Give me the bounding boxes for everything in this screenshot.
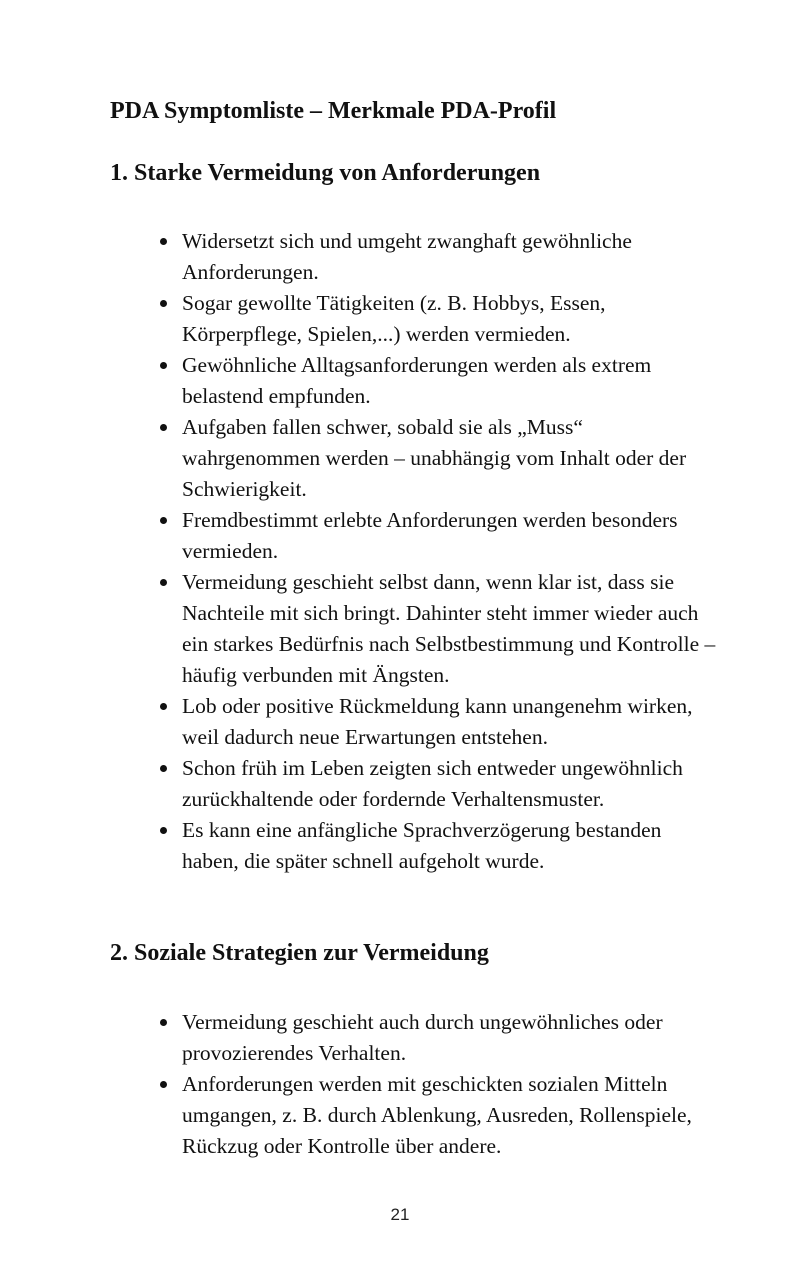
- page-number: 21: [390, 1205, 410, 1224]
- list-item: [182, 288, 722, 350]
- list-item-text: Lob oder positive Rückmeldung kann unangenehm wirken, weil dadurch neue Erwartungen entstehen.: [182, 694, 693, 749]
- list-item-text: Widersetzt sich und umgeht zwanghaft gewöhnliche Anforderungen.: [182, 229, 632, 284]
- list-item: [182, 567, 722, 691]
- page-title: PDA Symptomliste – Merkmale PDA-Profil: [110, 98, 557, 124]
- section-heading-demand-avoidance: 1. Starke Vermeidung von Anforderungen: [110, 160, 541, 186]
- symptom-list-social-strategies: [182, 1007, 722, 1162]
- bullet-icon: [160, 579, 167, 586]
- list-item: [182, 226, 722, 288]
- bullet-icon: [160, 765, 167, 772]
- bullet-icon: [160, 1019, 167, 1026]
- list-item-text: Aufgaben fallen schwer, sobald sie als „Muss“ wahrgenommen werden – unabhängig vom Inhalt oder der Schwierigkeit.: [182, 415, 687, 501]
- list-item: [182, 815, 722, 877]
- bullet-icon: [160, 1081, 167, 1088]
- list-item: [182, 1069, 722, 1162]
- bullet-icon: [160, 827, 167, 834]
- bullet-icon: [160, 424, 167, 431]
- list-item-text: Schon früh im Leben zeigten sich entweder ungewöhnlich zurückhaltende oder fordernde Verhaltensmuster.: [182, 756, 683, 811]
- section-heading-social-strategies: 2. Soziale Strategien zur Vermeidung: [110, 940, 489, 966]
- list-item-text: Vermeidung geschieht auch durch ungewöhnliches oder provozierendes Verhalten.: [182, 1010, 663, 1065]
- list-item: [182, 350, 722, 412]
- symptom-list-demand-avoidance: [182, 226, 722, 877]
- list-item-text: Gewöhnliche Alltagsanforderungen werden als extrem belastend empfunden.: [182, 353, 652, 408]
- list-item: [182, 505, 722, 567]
- bullet-icon: [160, 300, 167, 307]
- list-item-text: Fremdbestimmt erlebte Anforderungen werden besonders vermieden.: [182, 508, 678, 563]
- list-item-text: Sogar gewollte Tätigkeiten (z. B. Hobbys, Essen, Körperpflege, Spielen,...) werden vermieden.: [182, 291, 606, 346]
- list-item-text: Es kann eine anfängliche Sprachverzögerung bestanden haben, die später schnell aufgeholt wurde.: [182, 818, 662, 873]
- list-item-text: Anforderungen werden mit geschickten sozialen Mitteln umgangen, z. B. durch Ablenkung, Ausreden, Rollenspiele, Rückzug oder Kontrolle über andere.: [182, 1072, 692, 1158]
- list-item: [182, 412, 722, 505]
- list-item: [182, 1007, 722, 1069]
- bullet-icon: [160, 238, 167, 245]
- bullet-icon: [160, 362, 167, 369]
- list-item-text: Vermeidung geschieht selbst dann, wenn klar ist, dass sie Nachteile mit sich bringt. Dahinter steht immer wieder auch ein starkes Bedürfnis nach Selbstbestimmung und Kontrolle – häufig verbunden mit Ängsten.: [182, 570, 716, 687]
- bullet-icon: [160, 517, 167, 524]
- list-item: [182, 753, 722, 815]
- list-item: [182, 691, 722, 753]
- bullet-icon: [160, 703, 167, 710]
